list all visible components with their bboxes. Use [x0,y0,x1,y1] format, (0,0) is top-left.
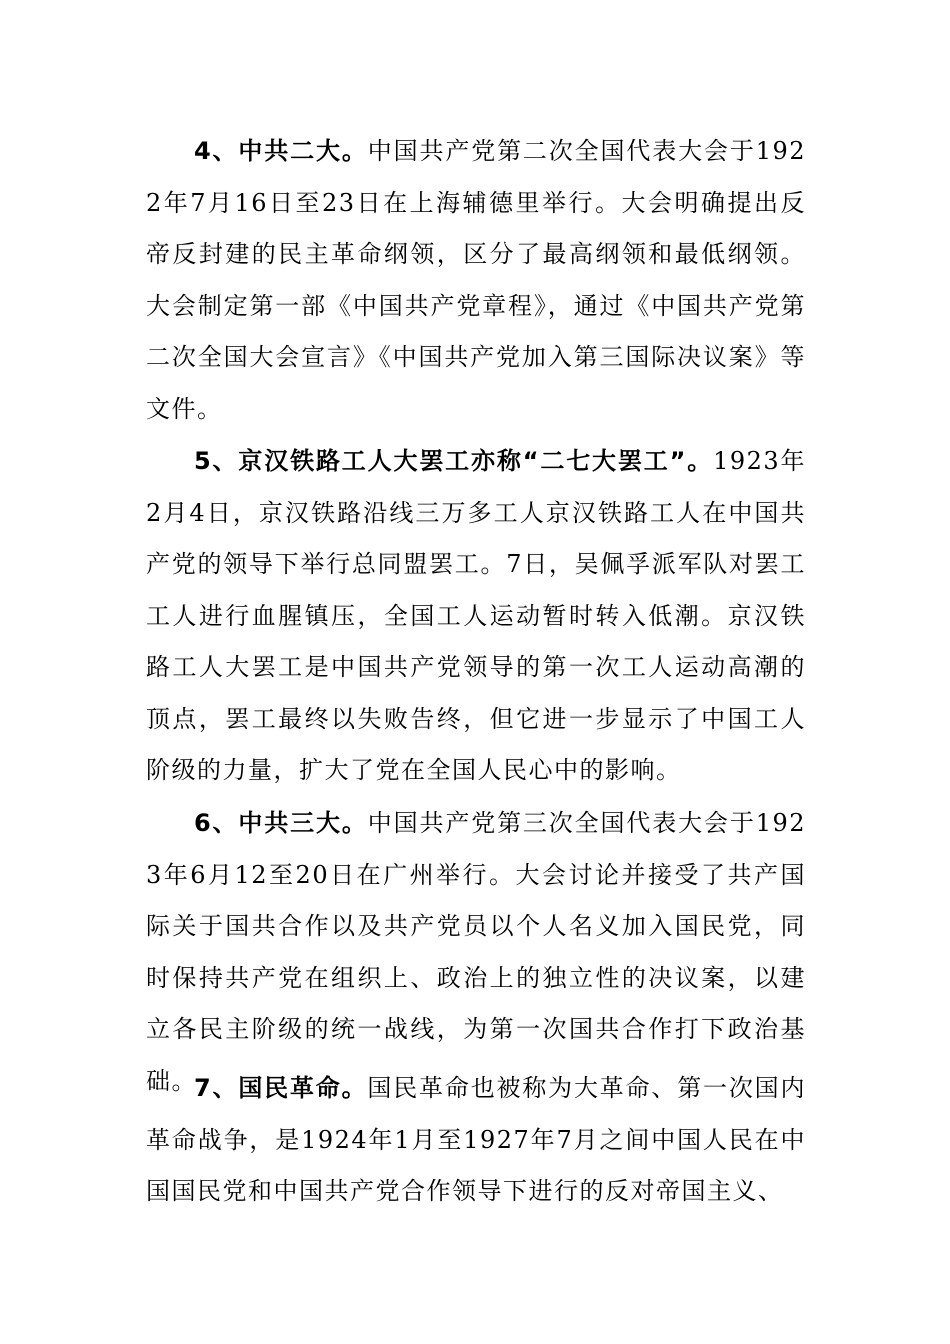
paragraph-body: 中国共产党第二次全国代表大会于1922年7月16日至23日在上海辅德里举行。大会明确提出反帝反封建的民主革命纲领，区分了最高纲领和最低纲领。大会制定第一部《中国共产党章程》，通过《中国共产党第二次全国大会宣言》《中国共产党加入第三国际决议案》等文件。 [146,137,807,423]
paragraph-heading: 5、京汉铁路工人大罢工亦称“二七大罢工”。 [194,447,714,475]
paragraph-4 [146,126,806,435]
paragraph-heading: 7、国民革命。 [194,1074,368,1102]
paragraph-7 [146,1063,806,1218]
paragraph-heading: 4、中共二大。 [194,137,368,165]
paragraph-body: 中国共产党第三次全国代表大会于1923年6月12至20日在广州举行。大会讨论并接受了共产国际关于国共合作以及共产党员以个人名义加入国民党，同时保持共产党在组织上、政治上的独立性的决议案，以建立各民主阶级的统一战线，为第一次国共合作打下政治基础。 [146,809,807,1095]
paragraph-body: 国民革命也被称为大革命、第一次国内革命战争，是1924年1月至1927年7月之间中国人民在中国国民党和中国共产党合作领导下进行的反对帝国主义、 [146,1074,806,1205]
paragraph-6 [146,798,806,1107]
paragraph-5 [146,436,806,797]
paragraph-heading: 6、中共三大。 [194,809,368,837]
paragraph-body: 1923年2月4日，京汉铁路沿线三万多工人京汉铁路工人在中国共产党的领导下举行总同盟罢工。7日，吴佩孚派军队对罢工工人进行血腥镇压，全国工人运动暂时转入低潮。京汉铁路工人大罢工是中国共产党领导的第一次工人运动高潮的顶点，罢工最终以失败告终，但它进一步显示了中国工人阶级的力量，扩大了党在全国人民心中的影响。 [146,447,807,784]
